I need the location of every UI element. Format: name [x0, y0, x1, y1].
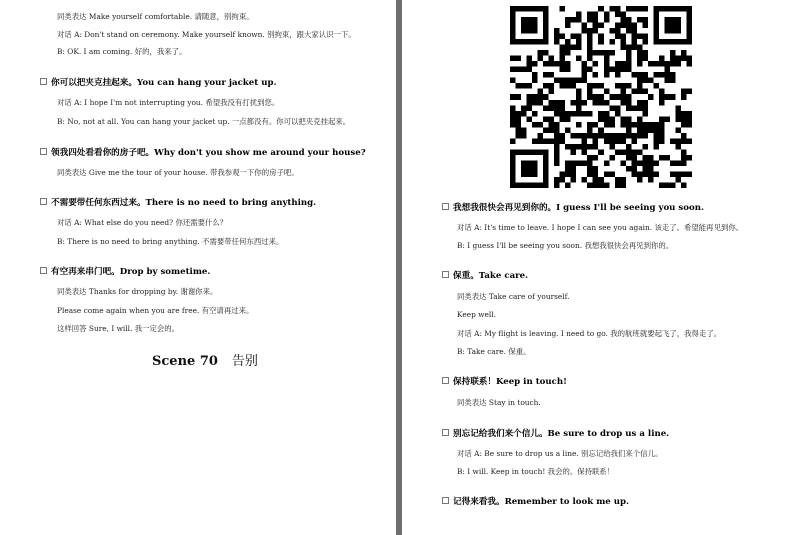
checkbox-icon [40, 148, 47, 155]
scene-title: Scene 70 告别 [152, 354, 258, 369]
text-line: B: OK. I am coming. 好的，我来了。 [57, 47, 187, 56]
checkbox-icon [442, 203, 449, 210]
text-line: 对话 A: Be sure to drop us a line. 别忘记给我们来个信儿。 [457, 449, 663, 458]
section-heading: 我想我很快会再见到你的。I guess I'll be seeing you soon. [442, 201, 704, 213]
text-line: 对话 A: It's time to leave. I hope I can see you again. 该走了。希望能再见到你。 [457, 223, 744, 232]
section-heading: 保持联系！Keep in touch! [442, 375, 567, 387]
text-line: B: There is no need to bring anything. 不需要带任何东西过来。 [57, 237, 284, 246]
text-line: 同类表达 Make yourself comfortable. 请随意，别拘束。 [57, 12, 254, 21]
text-line: B: No, not at all. You can hang your jacket up. 一点都没有。你可以把夹克挂起来。 [57, 117, 351, 126]
text-line: 对话 A: My flight is leaving. I need to go. 我的航班就要起飞了，我得走了。 [457, 329, 722, 338]
checkbox-icon [442, 377, 449, 384]
checkbox-icon [442, 429, 449, 436]
section-heading: 你可以把夹克挂起来。You can hang your jacket up. [40, 76, 276, 88]
section-heading: 保重。Take care. [442, 269, 528, 281]
checkbox-icon [442, 271, 449, 278]
text-line: B: I guess I'll be seeing you soon. 我想我很快会再见到你的。 [457, 241, 674, 250]
qr-code [510, 6, 692, 188]
section-heading: 不需要带任何东西过来。There is no need to bring anything. [40, 196, 316, 208]
section-heading: 记得来看我。Remember to look me up. [442, 495, 629, 507]
right-page [402, 0, 799, 535]
checkbox-icon [40, 78, 47, 85]
text-line: 同类表达 Give me the tour of your house. 带我参观一下你的房子吧。 [57, 168, 299, 177]
text-line: B: Take care. 保重。 [457, 347, 531, 356]
text-line: Keep well. [457, 310, 496, 319]
section-heading: 有空再来串门吧。Drop by sometime. [40, 265, 210, 277]
text-line: 这样回答 Sure, I will. 我一定会的。 [57, 324, 180, 333]
text-line: 对话 A: What else do you need? 你还需要什么？ [57, 218, 228, 227]
text-line: 同类表达 Stay in touch. [457, 398, 541, 407]
checkbox-icon [442, 497, 449, 504]
text-line: 对话 A: I hope I'm not interrupting you. 希望我没有打扰到您。 [57, 98, 280, 107]
section-heading: 别忘记给我们来个信儿。Be sure to drop us a line. [442, 427, 669, 439]
checkbox-icon [40, 267, 47, 274]
checkbox-icon [40, 198, 47, 205]
text-line: 同类表达 Thanks for dropping by. 谢谢你来。 [57, 287, 218, 296]
text-line: Please come again when you are free. 有空请再过来。 [57, 306, 254, 315]
section-heading: 领我四处看看你的房子吧。Why don't you show me around your house? [40, 146, 366, 158]
text-line: 对话 A: Don't stand on ceremony. Make yourself known. 别拘束，跟大家认识一下。 [57, 30, 356, 39]
text-line: 同类表达 Take care of yourself. [457, 292, 570, 301]
left-page [0, 0, 396, 535]
text-line: B: I will. Keep in touch! 我会的。保持联系！ [457, 467, 615, 476]
